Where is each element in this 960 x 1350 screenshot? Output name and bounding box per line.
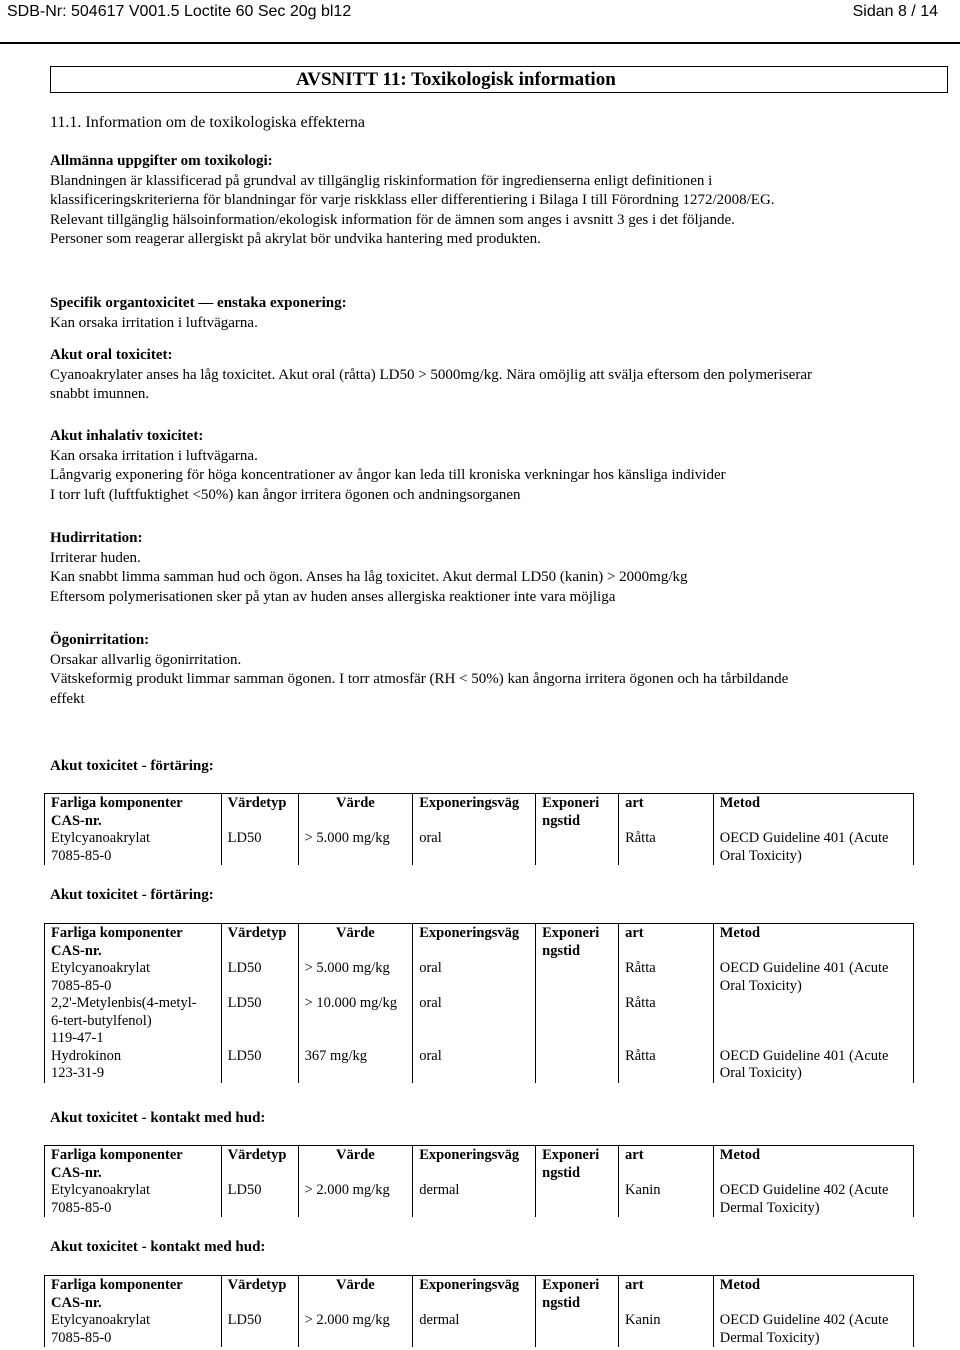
- value-type: LD50: [221, 995, 298, 1048]
- toxicity-table: [44, 1275, 914, 1347]
- cas-number: 7085-85-0: [51, 1329, 112, 1346]
- col-method: Metod: [713, 794, 913, 831]
- oral-heading: Akut oral toxicitet:: [50, 347, 173, 363]
- col-species: art: [619, 1276, 714, 1313]
- route: dermal: [413, 1182, 536, 1217]
- col-value: Värde: [298, 1276, 413, 1313]
- species: Råtta: [619, 830, 714, 865]
- col-value-type: Värdetyp: [221, 1276, 298, 1313]
- col-method: Metod: [713, 1276, 913, 1313]
- cas-number: 7085-85-0: [51, 977, 112, 994]
- col-exposure-time: Exponeri ngstid: [536, 924, 619, 961]
- species: Kanin: [619, 1312, 714, 1347]
- method: OECD Guideline 401 (Acute Oral Toxicity): [713, 830, 913, 865]
- route: oral: [413, 830, 536, 865]
- col-value-type: Värdetyp: [221, 1146, 298, 1183]
- general-block: [50, 152, 930, 250]
- route: oral: [413, 995, 536, 1048]
- exposure-time: [536, 830, 619, 865]
- col-species: art: [619, 794, 714, 831]
- inhal-line: I torr luft (luftfuktighet <50%) kan ångor irritera ögonen och andningsorganen: [50, 486, 521, 503]
- stot-line: Kan orsaka irritation i luftvägarna.: [50, 314, 258, 331]
- col-component: Farliga komponenter CAS-nr.: [45, 1146, 222, 1183]
- component-name: Hydrokinon: [51, 1047, 122, 1064]
- skin-line: Irriterar huden.: [50, 549, 141, 566]
- inhal-heading: Akut inhalativ toxicitet:: [50, 428, 204, 444]
- toxicity-table: [44, 923, 914, 1083]
- table-header-row: [45, 794, 914, 831]
- exposure-time: [536, 1048, 619, 1083]
- method: OECD Guideline 402 (Acute Dermal Toxicity): [713, 1182, 913, 1217]
- table-row: [45, 995, 914, 1048]
- general-line: Personer som reagerar allergiskt på akrylat bör undvika hantering med produkten.: [50, 231, 541, 247]
- value-type: LD50: [221, 1048, 298, 1083]
- value-type: LD50: [221, 1312, 298, 1347]
- exposure-time: [536, 1312, 619, 1347]
- cas-number: 119-47-1: [51, 1030, 104, 1046]
- stot-block: [50, 294, 930, 333]
- col-value: Värde: [298, 1146, 413, 1183]
- cas-number: 7085-85-0: [51, 1199, 112, 1216]
- general-line: Blandningen är klassificerad på grundval av tillgänglig riskinformation för ingredienserna enligt definitionen i: [50, 172, 713, 189]
- toxicity-table: [44, 793, 914, 865]
- route: dermal: [413, 1312, 536, 1347]
- component-name: Etylcyanoakrylat: [51, 960, 151, 976]
- table-row: [45, 1182, 914, 1217]
- col-method: Metod: [713, 1146, 913, 1183]
- col-method: Metod: [713, 924, 913, 961]
- table-header-row: [45, 924, 914, 961]
- exposure-time: [536, 995, 619, 1048]
- component-name: Etylcyanoakrylat: [51, 830, 151, 846]
- cas-number: 7085-85-0: [51, 847, 112, 864]
- species: Råtta: [619, 960, 714, 995]
- component-name: Etylcyanoakrylat: [51, 1312, 151, 1328]
- oral-block: [50, 346, 950, 405]
- species: Kanin: [619, 1182, 714, 1217]
- value: > 5.000 mg/kg: [298, 960, 413, 995]
- col-value: Värde: [298, 924, 413, 961]
- subsection-title: 11.1. Information om de toxikologiska effekterna: [50, 114, 366, 131]
- value: > 10.000 mg/kg: [298, 995, 413, 1048]
- eye-line: Orsakar allvarlig ögonirritation.: [50, 651, 242, 668]
- table-row: [45, 960, 914, 995]
- col-value-type: Värdetyp: [221, 924, 298, 961]
- value-type: LD50: [221, 1182, 298, 1217]
- value-type: LD50: [221, 960, 298, 995]
- general-heading: Allmänna uppgifter om toxikologi:: [50, 153, 273, 169]
- species: Råtta: [619, 1048, 714, 1083]
- col-exposure-time: Exponeri ngstid: [536, 1276, 619, 1313]
- inhal-block: [50, 427, 930, 505]
- table-title: Akut toxicitet - förtäring:: [50, 758, 214, 774]
- eye-line: effekt: [50, 690, 85, 707]
- table-header-row: [45, 1146, 914, 1183]
- exposure-time: [536, 960, 619, 995]
- eye-block: [50, 631, 940, 709]
- value: > 2.000 mg/kg: [298, 1312, 413, 1347]
- skin-line: Eftersom polymerisationen sker på ytan av huden anses allergiska reaktioner inte vara möjliga: [50, 588, 616, 605]
- col-route: Exponeringsväg: [413, 1146, 536, 1183]
- col-value: Värde: [298, 794, 413, 831]
- table-row: [45, 830, 914, 865]
- stot-heading: Specifik organtoxicitet — enstaka exponering:: [50, 295, 347, 311]
- method: [713, 995, 913, 1048]
- col-exposure-time: Exponeri ngstid: [536, 794, 619, 831]
- value: > 2.000 mg/kg: [298, 1182, 413, 1217]
- table-title: Akut toxicitet - förtäring:: [50, 887, 214, 903]
- col-component: Farliga komponenter CAS-nr.: [45, 924, 222, 961]
- document-id: SDB-Nr: 504617 V001.5 Loctite 60 Sec 20g bl12: [7, 3, 352, 20]
- table-header-row: [45, 1276, 914, 1313]
- skin-heading: Hudirritation:: [50, 530, 143, 546]
- table-row: [45, 1312, 914, 1347]
- toxicity-table: [44, 1145, 914, 1217]
- component-name-cont: 6-tert-butylfenol): [51, 1012, 152, 1029]
- col-route: Exponeringsväg: [413, 1276, 536, 1313]
- col-exposure-time: Exponeri ngstid: [536, 1146, 619, 1183]
- section-title: AVSNITT 11: Toxikologisk information: [296, 69, 616, 90]
- skin-line: Kan snabbt limma samman hud och ögon. Anses ha låg toxicitet. Akut dermal LD50 (kanin) > 2000mg/kg: [50, 569, 688, 585]
- header-divider: [0, 42, 960, 44]
- inhal-line: Kan orsaka irritation i luftvägarna.: [50, 447, 258, 464]
- col-species: art: [619, 1146, 714, 1183]
- value: > 5.000 mg/kg: [298, 830, 413, 865]
- table-title: Akut toxicitet - kontakt med hud:: [50, 1239, 266, 1255]
- exposure-time: [536, 1182, 619, 1217]
- col-route: Exponeringsväg: [413, 794, 536, 831]
- component-name: 2,2'-Metylenbis(4-metyl-: [51, 995, 197, 1011]
- oral-line: Cyanoakrylater anses ha låg toxicitet. Akut oral (råtta) LD50 > 5000mg/kg. Nära omöjlig att svälja eftersom den polymeriserar: [50, 366, 812, 383]
- method: OECD Guideline 401 (Acute Oral Toxicity): [713, 960, 913, 995]
- col-route: Exponeringsväg: [413, 924, 536, 961]
- route: oral: [413, 960, 536, 995]
- cas-number: 123-31-9: [51, 1065, 105, 1081]
- method: OECD Guideline 401 (Acute Oral Toxicity): [713, 1048, 913, 1083]
- col-component: Farliga komponenter CAS-nr.: [45, 794, 222, 831]
- page-number: Sidan 8 / 14: [852, 3, 938, 20]
- general-line: klassificeringskriterierna för blandningar för varje riskklass eller differentiering i Bilaga I till Förordning 1272/2008/EG.: [50, 192, 775, 208]
- route: oral: [413, 1048, 536, 1083]
- component-name: Etylcyanoakrylat: [51, 1182, 151, 1198]
- eye-heading: Ögonirritation:: [50, 632, 150, 648]
- table-row: [45, 1048, 914, 1083]
- col-value-type: Värdetyp: [221, 794, 298, 831]
- inhal-line: Långvarig exponering för höga koncentrationer av ångor kan leda till kroniska verkningar hos känsliga individer: [50, 467, 726, 483]
- value: 367 mg/kg: [298, 1048, 413, 1083]
- method: OECD Guideline 402 (Acute Dermal Toxicity): [713, 1312, 913, 1347]
- value-type: LD50: [221, 830, 298, 865]
- oral-line: snabbt imunnen.: [50, 386, 150, 402]
- table-title: Akut toxicitet - kontakt med hud:: [50, 1110, 266, 1126]
- skin-block: [50, 529, 930, 607]
- species: Råtta: [619, 995, 714, 1048]
- general-line: Relevant tillgänglig hälsoinformation/ekologisk information för de ämnen som anges i avsnitt 3 ges i det följande.: [50, 211, 735, 228]
- eye-line: Vätskeformig produkt limmar samman ögonen. I torr atmosfär (RH < 50%) kan ångorna irritera ögonen och ha tårbildande: [50, 671, 789, 687]
- col-component: Farliga komponenter CAS-nr.: [45, 1276, 222, 1313]
- col-species: art: [619, 924, 714, 961]
